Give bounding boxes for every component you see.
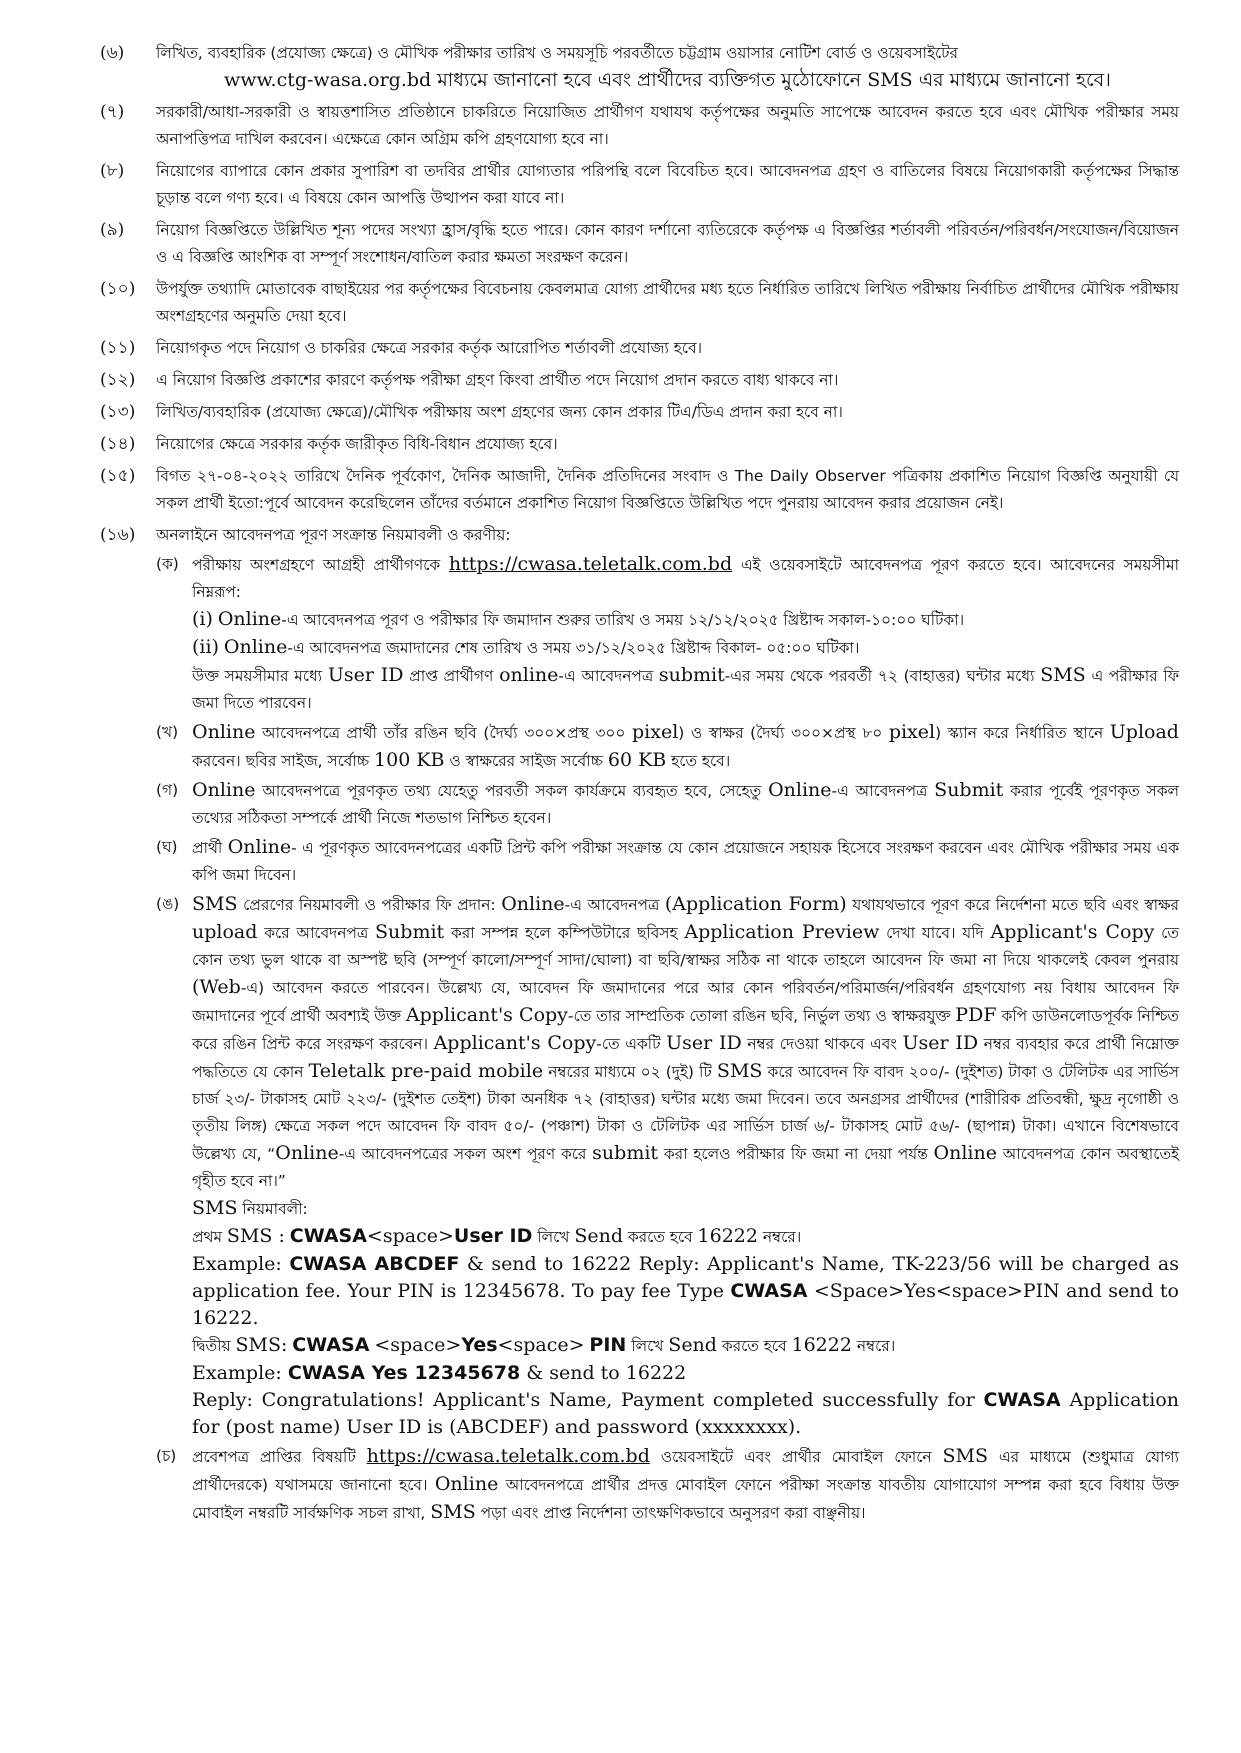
clause-number: (৭) bbox=[100, 102, 125, 122]
bold-term: Yes bbox=[461, 1334, 498, 1356]
text-segment: নম্বর দেওয়া থাকবে এবং bbox=[747, 1035, 897, 1053]
clause-14 bbox=[100, 431, 1179, 458]
en-term: <space> bbox=[497, 1334, 585, 1356]
en-term: 60 KB bbox=[607, 749, 667, 771]
text-segment: লিখে bbox=[537, 1228, 570, 1246]
en-term: pixel bbox=[632, 721, 679, 743]
bold-term: CWASA Yes 12345678 bbox=[287, 1362, 521, 1384]
subclause-text bbox=[192, 551, 1179, 717]
roman-label: (ii) bbox=[192, 636, 219, 658]
schedule-note bbox=[192, 662, 1179, 717]
bold-term: CWASA bbox=[730, 1280, 808, 1302]
clause-number: (১৫) bbox=[100, 466, 136, 486]
clause-7 bbox=[100, 99, 1179, 153]
text-segment: নম্বরের মাধ্যমে ০২ (দুই) টি bbox=[548, 1063, 712, 1081]
text-segment: -এ আবেদনপত্রের সকল অংশ পূরণ করে bbox=[338, 1145, 587, 1163]
text-segment: -এ আবেদনপত্র bbox=[831, 782, 928, 800]
text-segment: <Space>Yes<space>PIN and send to 16222. bbox=[192, 1280, 1179, 1329]
en-term: Upload bbox=[1109, 721, 1179, 743]
text-segment: এ পরীক্ষার ফি জমা দিতে পারবেন। bbox=[192, 667, 1180, 712]
clause-6 bbox=[100, 40, 1179, 94]
subclause-text bbox=[192, 719, 1179, 775]
text-segment: দেখা যাবে। যদি bbox=[886, 924, 984, 942]
clause-9 bbox=[100, 217, 1179, 271]
en-term: (Web bbox=[192, 976, 241, 998]
en-term: upload bbox=[192, 921, 258, 943]
text-segment: করে আবেদন ফি বাবদ ২০০/- (দুইশত) টাকা ও টেলিটক এর সার্ভিস চার্জ ২৩/- টাকাসহ মোট ২২৩/- (দুইশত তেইশ) টাকা অনধিক ৭২ (বাহাত্তর) ঘন্টার মধ্যে জমা দিবেন। তবে অনগ্রসর প্রার্থীদের (শারীরিক প্রতিবন্ধী, ক্ষুদ্র নৃগোষ্ঠী ও তৃতীয় লিঙ্গ) ক্ষেত্রে সকল পদে আবেদন ফি বাবদ ৫০/- (পঞ্চাশ) টাকা ও টেলিটক এর সার্ভিস চার্জ ৬/- টাকাসহ মোট ৫৬/- (ছাপান্ন) টাকা। এখানে বিশেষভাবে উল্লেখ্য যে, “ bbox=[192, 1063, 1179, 1163]
en-term: Applicant's Copy bbox=[405, 1004, 568, 1026]
text-segment: আবেদনপত্র কোন অবস্থাতেই গৃহীত হবে না।” bbox=[192, 1145, 1179, 1190]
subclause-ka bbox=[156, 551, 1179, 717]
second-sms-reply bbox=[192, 1387, 1179, 1441]
schedule-end bbox=[192, 634, 1179, 662]
bold-term: PIN bbox=[589, 1334, 627, 1356]
en-term: Send bbox=[668, 1334, 717, 1356]
en-term: online bbox=[499, 664, 559, 686]
clause-number: (১২) bbox=[100, 370, 136, 390]
text-segment: Example: bbox=[192, 1362, 282, 1384]
text-segment: কপি ডাউনলোডপূর্বক নিশ্চিত করে রঙিন প্রিন্ট করে সংরক্ষণ করবেন। bbox=[192, 1007, 1179, 1053]
clause-11 bbox=[100, 335, 1179, 362]
text-segment: -এ আবেদনপত্র bbox=[558, 667, 654, 685]
en-term: submit bbox=[592, 1142, 659, 1164]
en-term: SMS bbox=[192, 1197, 238, 1219]
subclause-label: (ঙ) bbox=[156, 895, 180, 913]
subclause-label: (গ) bbox=[156, 781, 179, 799]
en-term: Online bbox=[192, 721, 256, 743]
clause-number: (১৬) bbox=[100, 525, 136, 545]
clause-text: নিয়োগের ব্যাপারে কোন প্রকার সুপারিশ বা তদবির প্রার্থীর যোগ্যতার পরিপন্থি বলে বিবেচিত হবে। আবেদনপত্র গ্রহণ ও বাতিলের বিষয়ে নিয়োগকারী কর্তৃপক্ষের সিদ্ধান্ত চূড়ান্ত বলে গণ্য হবে। এ বিষয়ে কোন আপত্তি উত্থাপন করা যাবে না। bbox=[156, 162, 1179, 207]
text-segment: এর মাধ্যমে (শুধুমাত্র যোগ্য প্রার্থীদেরকে) যথাসময়ে জানানো হবে। bbox=[192, 1448, 1179, 1494]
en-term: Application Preview bbox=[684, 921, 880, 943]
text-segment: Example: bbox=[192, 1253, 282, 1275]
en-term: Online bbox=[933, 1142, 997, 1164]
text-segment: নম্বরে। bbox=[856, 1337, 896, 1355]
text-segment: তে কোন তথ্য ভুল থাকে বা অস্পষ্ট ছবি (সম্পূর্ণ কালো/সম্পূর্ণ সাদা/ঘোলা) বা ছবি/স্বাক্ষর সঠিক না থাকে তাহলে আবেদন ফি জমা না দিয়ে থাকলেই কেবল পুনরায় bbox=[192, 924, 1179, 969]
subclause-cha bbox=[156, 1443, 1179, 1527]
teletalk-link[interactable]: https://cwasa.teletalk.com.bd bbox=[448, 553, 733, 575]
en-term: Submit bbox=[375, 921, 445, 943]
bold-term: User ID bbox=[453, 1225, 533, 1247]
text-segment: ওয়েবসাইটে এবং প্রার্থীর মোবাইল ফোনে bbox=[660, 1448, 932, 1466]
en-term: Applicant's Copy bbox=[433, 1032, 597, 1054]
en-term: SMS : bbox=[226, 1225, 285, 1247]
en-term: Send bbox=[574, 1225, 623, 1247]
clause-12 bbox=[100, 367, 1179, 394]
text-segment: করা হলেও পরীক্ষার ফি জমা না দেয়া পর্যন্ত bbox=[663, 1145, 928, 1163]
text-segment: হতে হবে। bbox=[671, 752, 731, 770]
clause-text: লিখিত/ব্যবহারিক (প্রযোজ্য ক্ষেত্রে)/মৌখিক পরীক্ষায় অংশ গ্রহণের জন্য কোন প্রকার টিএ/ডিএ প্রদান করা হবে না। bbox=[156, 403, 843, 421]
text-segment: প্রেরণের নিয়মাবলী ও পরীক্ষার ফি প্রদান: bbox=[243, 896, 496, 914]
text-segment: আবেদনপত্রে প্রার্থীর প্রদত্ত মোবাইল ফোনে পরীক্ষা সংক্রান্ত যাবতীয় যোগাযোগ সম্পন্ন করা হবে বিধায় উক্ত মোবাইল নম্বরটি সার্বক্ষণিক সচল রাখা, bbox=[192, 1476, 1179, 1522]
text-segment: -এর সময় থেকে পরবর্তী ৭২ (বাহাত্তর) ঘন্টার মধ্যে bbox=[724, 667, 1035, 685]
en-term: SMS bbox=[942, 1445, 988, 1467]
text-segment: ও স্বাক্ষরের সাইজ সর্বোচ্চ bbox=[449, 752, 603, 770]
clause-10 bbox=[100, 276, 1179, 330]
clause-text: নিয়োগের ক্ষেত্রে সরকার কর্তৃক জারীকৃত বিধি-বিধান প্রযোজ্য হবে। bbox=[156, 435, 558, 453]
text-segment: -এ আবেদনপত্র পূরণ ও পরীক্ষার ফি জমাদান শুরুর তারিখ ও সময় ১২/১২/২০২৫ খ্রিষ্টাব্দ সকাল-১০:০০ ঘটিকা। bbox=[281, 611, 965, 629]
text-segment: -এ) আবেদন করতে পারবেন। উল্লেখ্য যে, আবেদন ফি জমাদানের পরে আর কোন পরিবর্তন/পরিমার্জন/পরিবর্ধন গ্রহণযোগ্য নয় বিধায় আবেদন ফি জমাদানের পূর্বে প্রার্থী অবশ্যই উক্ত bbox=[192, 979, 1179, 1025]
text-segment: প্রথম bbox=[192, 1228, 223, 1246]
text-segment: Application for (post name) User ID is (ABCDEF) and password (xxxxxxxx). bbox=[192, 1389, 1180, 1438]
en-term: User ID bbox=[902, 1032, 979, 1054]
clause-16 bbox=[100, 522, 1179, 1527]
clause-line: লিখিত, ব্যবহারিক (প্রযোজ্য ক্ষেত্রে) ও মৌখিক পরীক্ষার তারিখ ও সময়সূচি পরবর্তীতে চট্টগ্রাম ওয়াসার নোটিশ বোর্ড ও ওয়েবসাইটের bbox=[156, 44, 959, 62]
en-term: pixel bbox=[888, 721, 936, 743]
text-segment: প্রাপ্ত প্রার্থীগণ bbox=[409, 667, 494, 685]
text-segment: -তে একটি bbox=[596, 1035, 661, 1053]
text-segment: & send to 16222 bbox=[526, 1362, 687, 1384]
text-segment: -এ আবেদনপত্র জমাদানের শেষ তারিখ ও সময় ৩১/১২/২০২৫ খ্রিষ্টাব্দ বিকাল- ০৫:০০ ঘটিকা। bbox=[287, 639, 860, 657]
en-term: SMS bbox=[430, 1501, 476, 1523]
text-segment: আবেদনপত্রে প্রার্থী তাঁর রঙিন ছবি (দৈর্ঘ্য ৩০০×প্রস্থ ৩০০ bbox=[262, 724, 626, 742]
bold-term: CWASA ABCDEF bbox=[289, 1253, 460, 1275]
en-term: 100 KB bbox=[374, 749, 445, 771]
en-term: SMS bbox=[1040, 664, 1086, 686]
subclause-label: (ক) bbox=[156, 555, 179, 573]
subclause-kha bbox=[156, 719, 1179, 775]
first-sms-example bbox=[192, 1251, 1179, 1332]
bold-term: CWASA bbox=[292, 1334, 370, 1356]
text-segment: লিখে bbox=[631, 1337, 664, 1355]
bold-term: CWASA bbox=[289, 1225, 367, 1247]
text-segment: দ্বিতীয় bbox=[192, 1337, 231, 1355]
text-segment: -এ আবেদনপত্র bbox=[564, 896, 660, 914]
clause-number: (৬) bbox=[100, 43, 125, 63]
subclause-gha bbox=[156, 834, 1179, 889]
text-segment: ) ও স্বাক্ষর (দৈর্ঘ্য ৩০০×প্রস্থ ৮০ bbox=[678, 724, 883, 742]
clause-number: (১৪) bbox=[100, 434, 136, 454]
en-term: 16222 bbox=[791, 1334, 852, 1356]
en-term: <space> bbox=[366, 1225, 454, 1247]
en-term: Online bbox=[223, 636, 288, 658]
text-segment: করে আবেদনপত্র bbox=[264, 924, 369, 942]
clause-text bbox=[156, 40, 1179, 94]
teletalk-link[interactable]: https://cwasa.teletalk.com.bd bbox=[366, 1445, 650, 1467]
text-segment: উক্ত সময়সীমার মধ্যে bbox=[192, 667, 323, 685]
clause-15 bbox=[100, 463, 1179, 517]
text-segment: পড়া এবং প্রাপ্ত নির্দেশনা তাৎক্ষণিকভাবে অনুসরণ করা বাঞ্ছনীয়। bbox=[480, 1504, 866, 1522]
en-term: Online bbox=[227, 836, 292, 858]
clause-text: নিয়োগকৃত পদে নিয়োগ ও চাকরির ক্ষেত্রে সরকার কর্তৃক আরোপিত শর্তাবলী প্রযোজ্য হবে। bbox=[156, 339, 703, 357]
en-term: SMS: bbox=[235, 1334, 288, 1356]
clause-number: (১১) bbox=[100, 338, 136, 358]
text-segment: করতে হবে bbox=[721, 1337, 787, 1355]
text-segment: করবেন। ছবির সাইজ, সর্বোচ্চ bbox=[192, 752, 370, 770]
sms-rules-heading bbox=[192, 1195, 1179, 1223]
text-segment: করতে হবে bbox=[627, 1228, 693, 1246]
en-term: submit bbox=[658, 664, 725, 686]
subclause-label: (খ) bbox=[156, 723, 179, 741]
en-term: Online bbox=[217, 608, 282, 630]
text-segment: প্রার্থী bbox=[192, 839, 223, 857]
first-sms-rule bbox=[192, 1223, 1179, 1251]
subclause-label: (ঘ) bbox=[156, 838, 178, 856]
en-term: 16222 bbox=[697, 1225, 758, 1247]
en-term: (Application Form) bbox=[664, 893, 847, 915]
clause-text: এ নিয়োগ বিজ্ঞপ্তি প্রকাশের কারণে কর্তৃপক্ষ পরীক্ষা গ্রহণ কিংবা প্রার্থীত পদে নিয়োগ প্রদান করতে বাধ্য থাকবে না। bbox=[156, 371, 839, 389]
text-segment: করা সম্পন্ন হলে কম্পিউটারে ছবিসহ bbox=[451, 924, 678, 942]
text-segment: পরীক্ষায় অংশগ্রহণে আগ্রহী প্রার্থীগণকে bbox=[192, 556, 441, 574]
en-term: Online bbox=[501, 893, 565, 915]
subclause-umo bbox=[156, 891, 1179, 1441]
roman-label: (i) bbox=[192, 608, 213, 630]
clause-text: বিগত ২৭-০৪-২০২২ তারিখে দৈনিক পূর্বকোণ, দৈনিক আজাদী, দৈনিক প্রতিদিনের সংবাদ ও The Daily Observer পত্রিকায় প্রকাশিত নিয়োগ বিজ্ঞপ্তি অনুযায়ী যে সকল প্রার্থী ইতো:পূর্বে আবেদন করেছিলেন তাঁদের বর্তমানে প্রকাশিত নিয়োগ বিজ্ঞপ্তিতে উল্লিখিত পদে পুনরায় আবেদন করার প্রয়োজন নেই। bbox=[156, 467, 1179, 512]
clause-text bbox=[156, 522, 1179, 1527]
text-segment: নিয়মাবলী: bbox=[242, 1200, 308, 1218]
en-term: Online bbox=[434, 1473, 499, 1495]
second-sms-example bbox=[192, 1360, 1179, 1387]
subclause-text bbox=[192, 834, 1179, 889]
text-segment: নম্বর ব্যবহার করে প্রার্থী নিম্নোক্ত পদ্ধতিতে যে কোন bbox=[192, 1035, 1179, 1081]
clause-heading: অনলাইনে আবেদনপত্র পূরণ সংক্রান্ত নিয়মাবলী ও করণীয়: bbox=[156, 526, 511, 544]
clause-text: সরকারী/আধা-সরকারী ও স্বায়ত্তশাসিত প্রতিষ্ঠানে চাকরিতে নিয়োজিত প্রার্থীগণ যথাযথ কর্তৃপক্ষের অনুমতি সাপেক্ষে আবেদন করতে হবে এবং মৌখিক পরীক্ষার সময় অনাপত্তিপত্র দাখিল করবেন। এক্ষেত্রে কোন অগ্রিম কপি গ্রহণযোগ্য হবে না। bbox=[156, 103, 1179, 148]
en-term: <space> bbox=[374, 1334, 462, 1356]
en-term: Online bbox=[192, 779, 256, 801]
text-segment: & send to 16222 Reply: Applicant's Name, TK-223/56 will be charged as application fee. Your PIN is 12345678. To pay fee Type bbox=[192, 1253, 1179, 1302]
text-segment: যথাযথভাবে পূরণ করে নির্দেশনা মতে ছবি এবং স্বাক্ষর bbox=[852, 896, 1179, 914]
text-segment: - এ পূরণকৃত আবেদনপত্রের একটি প্রিন্ট কপি পরীক্ষা সংক্রান্ত যে কোন প্রয়োজনে সহায়ক হিসেবে সংরক্ষণ করবেন এবং মৌখিক পরীক্ষার সময় এক কপি জমা দিবেন। bbox=[192, 839, 1179, 884]
second-sms-rule bbox=[192, 1332, 1179, 1360]
text-segment: এই ওয়েবসাইটে আবেদনপত্র পূরণ করতে হবে। আবেদনের সময়সীমা নিম্নরূপ: bbox=[192, 556, 1179, 601]
subclause-label: (চ) bbox=[156, 1447, 177, 1465]
sms-fee-paragraph bbox=[192, 893, 1179, 1190]
text-segment: Reply: Congratulations! Applicant's Name, Payment completed successfully for bbox=[192, 1389, 975, 1411]
clause-number: (৮) bbox=[100, 161, 125, 181]
subclause-ga bbox=[156, 777, 1179, 832]
clause-number: (৯) bbox=[100, 220, 125, 240]
text-segment: প্রবেশপত্র প্রাপ্তির বিষয়টি bbox=[192, 1448, 356, 1466]
text-segment: নম্বরে। bbox=[762, 1228, 802, 1246]
text-segment: করার পূর্বেই পূরণকৃত সকল তথ্যের সঠিকতা সম্পর্কে প্রার্থী নিজে শতভাগ নিশ্চিত হবেন। bbox=[192, 782, 1179, 827]
en-term: SMS bbox=[192, 893, 238, 915]
en-term: Online bbox=[768, 779, 832, 801]
bold-term: CWASA bbox=[983, 1389, 1061, 1411]
subclause-text bbox=[192, 777, 1179, 832]
clause-line-2: www.ctg-wasa.org.bd মাধ্যমে জানানো হবে এবং প্রার্থীদের ব্যক্তিগত মুঠোফোনে SMS এর মাধ্যমে জানানো হবে। bbox=[224, 69, 1111, 91]
en-term: Teletalk pre-paid mobile bbox=[308, 1060, 544, 1082]
subclause-text bbox=[192, 891, 1179, 1441]
en-term: User ID bbox=[666, 1032, 742, 1054]
clause-text: উপর্যুক্ত তথ্যাদি মোতাবেক বাছাইয়ের পর কর্তৃপক্ষের বিবেচনায় কেবলমাত্র যোগ্য প্রার্থীদের মধ্য হতে নির্ধারিত তারিখে লিখিত পরীক্ষায় নির্বাচিত প্রার্থীদের মৌখিক পরীক্ষায় অংশগ্রহণের অনুমতি দেয়া হবে। bbox=[156, 280, 1179, 325]
en-term: PDF bbox=[955, 1004, 997, 1026]
clause-13 bbox=[100, 399, 1179, 426]
subclause-text bbox=[192, 1443, 1179, 1527]
text-segment: ) স্ক্যান করে নির্ধারিত স্থানে bbox=[935, 724, 1104, 742]
clause-8 bbox=[100, 158, 1179, 212]
en-term: Applicant's Copy bbox=[990, 921, 1155, 943]
clause-number: (১৩) bbox=[100, 402, 136, 422]
clause-text: নিয়োগ বিজ্ঞপ্তিতে উল্লিখিত শূন্য পদের সংখ্যা হ্রাস/বৃদ্ধি হতে পারে। কোন কারণ দর্শানো ব্যতিরেকে কর্তৃপক্ষ এ বিজ্ঞপ্তির শর্তাবলী পরিবর্তন/পরিবর্ধন/সংযোজন/বিয়োজন ও এ বিজ্ঞপ্তি আংশিক বা সম্পূর্ণ সংশোধন/বাতিল করার ক্ষমতা সংরক্ষণ করেন। bbox=[156, 221, 1179, 266]
en-term: User ID bbox=[327, 664, 404, 686]
en-term: Online bbox=[275, 1142, 339, 1164]
clause-number: (১০) bbox=[100, 279, 136, 299]
schedule-start bbox=[192, 606, 1179, 634]
text-segment: আবেদনপত্রে পূরণকৃত তথ্য যেহেতু পরবর্তী সকল কার্যক্রমে ব্যবহৃত হবে, সেহেতু bbox=[262, 782, 762, 800]
en-term: Submit bbox=[934, 779, 1004, 801]
text-segment: -তে তার সাম্প্রতিক তোলা রঙিন ছবি, নির্ভুল তথ্য ও স্বাক্ষরযুক্ত bbox=[567, 1007, 951, 1025]
en-term: SMS bbox=[716, 1060, 763, 1082]
